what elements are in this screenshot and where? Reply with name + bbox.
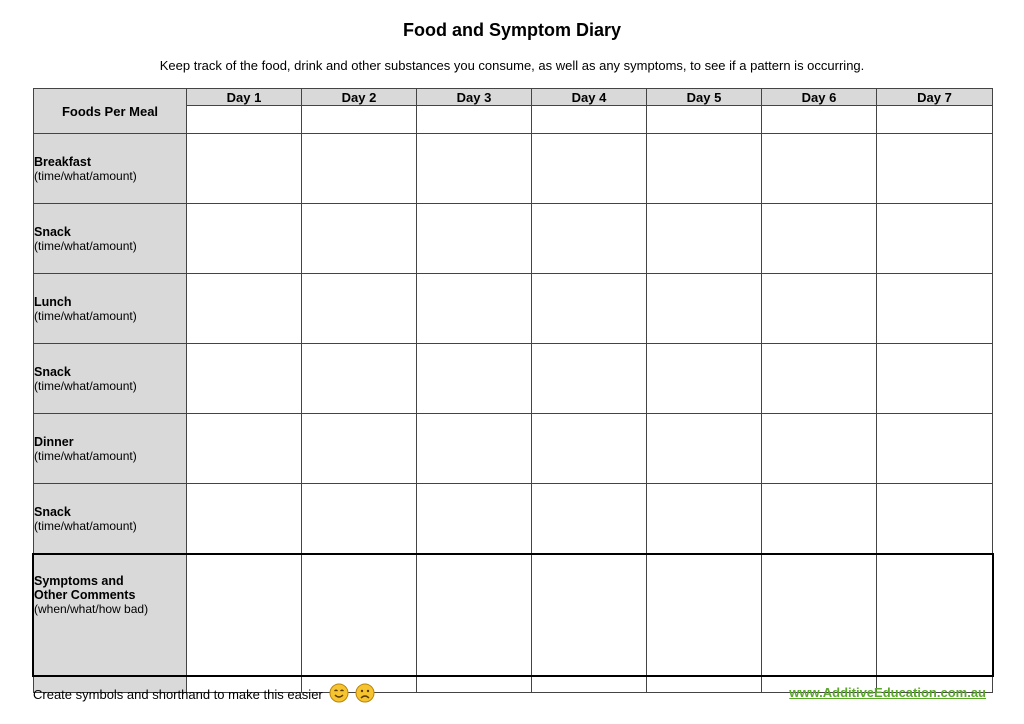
frowning-face-icon bbox=[355, 683, 375, 706]
foods-per-meal-header: Foods Per Meal bbox=[34, 89, 187, 134]
symptom-entry-cell[interactable] bbox=[762, 554, 877, 693]
entry-cell[interactable] bbox=[187, 274, 302, 344]
symptoms-hint: (when/what/how bad) bbox=[34, 602, 149, 616]
entry-cell[interactable] bbox=[302, 134, 417, 204]
entry-cell[interactable] bbox=[532, 274, 647, 344]
meal-name: Snack bbox=[34, 224, 71, 239]
diary-table bbox=[33, 88, 993, 693]
entry-cell[interactable] bbox=[417, 274, 532, 344]
entry-cell[interactable] bbox=[302, 274, 417, 344]
symptom-entry-cell[interactable] bbox=[877, 554, 993, 693]
meal-label bbox=[34, 204, 187, 274]
entry-cell[interactable] bbox=[647, 484, 762, 554]
meal-row-snack-2 bbox=[34, 344, 993, 414]
entry-cell[interactable] bbox=[187, 344, 302, 414]
entry-cell[interactable] bbox=[187, 414, 302, 484]
day-header: Day 6 bbox=[762, 89, 877, 106]
date-entry-cell[interactable] bbox=[187, 106, 302, 134]
entry-cell[interactable] bbox=[762, 414, 877, 484]
day-header: Day 2 bbox=[302, 89, 417, 106]
symptoms-title-line1: Symptoms and bbox=[34, 574, 124, 588]
entry-cell[interactable] bbox=[532, 484, 647, 554]
entry-cell[interactable] bbox=[877, 414, 993, 484]
meal-hint: (time/what/amount) bbox=[34, 378, 137, 393]
meal-row-dinner bbox=[34, 414, 993, 484]
entry-cell[interactable] bbox=[762, 204, 877, 274]
day-header: Day 4 bbox=[532, 89, 647, 106]
meal-hint: (time/what/amount) bbox=[34, 168, 137, 183]
entry-cell[interactable] bbox=[302, 484, 417, 554]
entry-cell[interactable] bbox=[762, 274, 877, 344]
day-header: Day 5 bbox=[647, 89, 762, 106]
date-entry-cell[interactable] bbox=[647, 106, 762, 134]
meal-hint: (time/what/amount) bbox=[34, 238, 137, 253]
entry-cell[interactable] bbox=[302, 344, 417, 414]
entry-cell[interactable] bbox=[877, 204, 993, 274]
footer-tip bbox=[33, 683, 375, 706]
meal-hint: (time/what/amount) bbox=[34, 448, 137, 463]
date-entry-cell[interactable] bbox=[762, 106, 877, 134]
meal-label bbox=[34, 274, 187, 344]
entry-cell[interactable] bbox=[417, 414, 532, 484]
entry-cell[interactable] bbox=[877, 484, 993, 554]
symptoms-title-line2: Other Comments bbox=[34, 588, 136, 602]
meal-row-snack-1 bbox=[34, 204, 993, 274]
entry-cell[interactable] bbox=[302, 204, 417, 274]
entry-cell[interactable] bbox=[417, 204, 532, 274]
entry-cell[interactable] bbox=[532, 344, 647, 414]
meal-hint: (time/what/amount) bbox=[34, 518, 137, 533]
day-header: Day 1 bbox=[187, 89, 302, 106]
meal-row-breakfast bbox=[34, 134, 993, 204]
meal-name: Snack bbox=[34, 504, 71, 519]
entry-cell[interactable] bbox=[532, 134, 647, 204]
entry-cell[interactable] bbox=[417, 344, 532, 414]
entry-cell[interactable] bbox=[187, 484, 302, 554]
entry-cell[interactable] bbox=[762, 344, 877, 414]
symptom-entry-cell[interactable] bbox=[417, 554, 532, 693]
meal-row-snack-3 bbox=[34, 484, 993, 554]
symptom-entry-cell[interactable] bbox=[647, 554, 762, 693]
symptom-entry-cell[interactable] bbox=[187, 554, 302, 693]
meal-label bbox=[34, 344, 187, 414]
entry-cell[interactable] bbox=[647, 204, 762, 274]
symptoms-label bbox=[34, 554, 187, 693]
day-header-row bbox=[34, 89, 993, 106]
date-entry-cell[interactable] bbox=[532, 106, 647, 134]
smiling-face-icon bbox=[329, 683, 349, 706]
symptom-entry-cell[interactable] bbox=[302, 554, 417, 693]
page-subtitle: Keep track of the food, drink and other substances you consume, as well as any symptoms, to see if a pattern is occurring. bbox=[159, 58, 865, 73]
entry-cell[interactable] bbox=[532, 414, 647, 484]
meal-name: Breakfast bbox=[34, 154, 91, 169]
entry-cell[interactable] bbox=[417, 484, 532, 554]
entry-cell[interactable] bbox=[877, 134, 993, 204]
symptoms-row bbox=[34, 554, 993, 693]
meal-row-lunch bbox=[34, 274, 993, 344]
entry-cell[interactable] bbox=[877, 344, 993, 414]
day-header: Day 7 bbox=[877, 89, 993, 106]
meal-name: Lunch bbox=[34, 294, 72, 309]
entry-cell[interactable] bbox=[302, 414, 417, 484]
entry-cell[interactable] bbox=[417, 134, 532, 204]
meal-label bbox=[34, 414, 187, 484]
page-title: Food and Symptom Diary bbox=[402, 20, 622, 40]
entry-cell[interactable] bbox=[647, 414, 762, 484]
meal-hint: (time/what/amount) bbox=[34, 308, 137, 323]
date-entry-cell[interactable] bbox=[877, 106, 993, 134]
date-entry-cell[interactable] bbox=[302, 106, 417, 134]
date-entry-cell[interactable] bbox=[417, 106, 532, 134]
entry-cell[interactable] bbox=[762, 484, 877, 554]
meal-label bbox=[34, 134, 187, 204]
meal-label bbox=[34, 484, 187, 554]
meal-name: Dinner bbox=[34, 434, 74, 449]
footer-tip-text: Create symbols and shorthand to make this easier bbox=[33, 687, 323, 702]
entry-cell[interactable] bbox=[187, 134, 302, 204]
meal-name: Snack bbox=[34, 364, 71, 379]
symptom-entry-cell[interactable] bbox=[532, 554, 647, 693]
website-link[interactable]: www.AdditiveEducation.com.au bbox=[789, 685, 986, 700]
entry-cell[interactable] bbox=[532, 204, 647, 274]
entry-cell[interactable] bbox=[187, 204, 302, 274]
entry-cell[interactable] bbox=[647, 134, 762, 204]
entry-cell[interactable] bbox=[877, 274, 993, 344]
entry-cell[interactable] bbox=[647, 274, 762, 344]
entry-cell[interactable] bbox=[762, 134, 877, 204]
entry-cell[interactable] bbox=[647, 344, 762, 414]
day-header: Day 3 bbox=[417, 89, 532, 106]
